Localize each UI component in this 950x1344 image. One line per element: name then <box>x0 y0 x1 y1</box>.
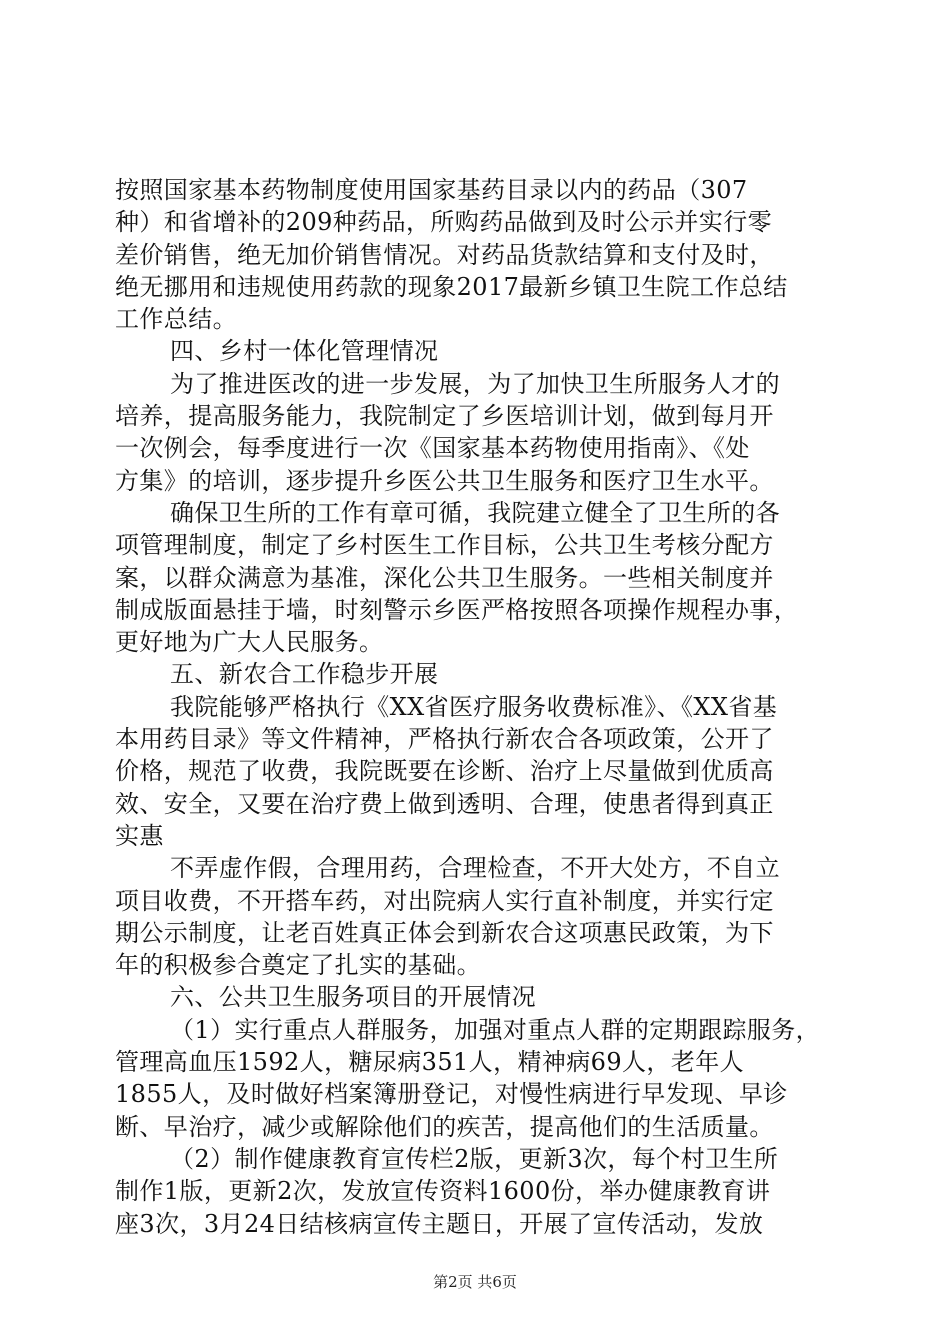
text-line: 实惠 <box>115 821 164 850</box>
text-line: 管理高血压1592人，糖尿病351人，精神病69人，老年人 <box>115 1048 745 1077</box>
text-line: 年的积极参合奠定了扎实的基础。 <box>115 951 481 980</box>
text-line: 我院能够严格执行《XX省医疗服务收费标准》、《XX省基 <box>170 692 778 721</box>
text-line: 六、公共卫生服务项目的开展情况 <box>170 983 536 1012</box>
text-line: 座3次，3月24日结核病宣传主题日，开展了宣传活动，发放 <box>115 1209 764 1238</box>
text-line: 制作1版，更新2次，发放宣传资料1600份，举办健康教育讲 <box>115 1177 771 1206</box>
text-line: 为了推进医改的进一步发展，为了加快卫生所服务人才的 <box>170 369 780 398</box>
text-line: （1）实行重点人群服务，加强对重点人群的定期跟踪服务， <box>170 1015 821 1044</box>
document-body <box>115 174 840 1240</box>
text-line: 1855人，及时做好档案簿册登记，对慢性病进行早发现、早诊 <box>115 1080 788 1109</box>
text-line: 按照国家基本药物制度使用国家基药目录以内的药品（307 <box>115 176 748 204</box>
text-line: 本用药目录》等文件精神，严格执行新农合各项政策，公开了 <box>115 725 774 754</box>
text-line: 培养，提高服务能力，我院制定了乡医培训计划，做到每月开 <box>115 402 774 431</box>
text-line: 制成版面悬挂于墙，时刻警示乡医严格按照各项操作规程办事， <box>115 595 799 624</box>
page-number: 第2页 共6页 <box>433 1273 517 1291</box>
text-line: 项目收费，不开搭车药，对出院病人实行直补制度，并实行定 <box>115 886 774 915</box>
text-line: 一次例会，每季度进行一次《国家基本药物使用指南》、《处 <box>115 434 750 463</box>
text-line: 案，以群众满意为基准，深化公共卫生服务。一些相关制度并 <box>115 563 774 592</box>
text-line: 断、早治疗，减少或解除他们的疾苦，提高他们的生活质量。 <box>115 1112 774 1141</box>
text-line: 确保卫生所的工作有章可循，我院建立健全了卫生所的各 <box>170 498 780 527</box>
text-line: 不弄虚作假，合理用药，合理检查，不开大处方，不自立 <box>170 854 780 883</box>
text-line: 更好地为广大人民服务。 <box>115 628 384 657</box>
text-line: 工作总结。 <box>115 305 237 334</box>
text-line: 四、乡村一体化管理情况 <box>170 337 439 366</box>
text-line: 期公示制度，让老百姓真正体会到新农合这项惠民政策，为下 <box>115 918 774 947</box>
text-line: 差价销售，绝无加价销售情况。对药品货款结算和支付及时， <box>115 240 774 269</box>
text-line: 价格，规范了收费，我院既要在诊断、治疗上尽量做到优质高 <box>115 757 774 786</box>
text-line: 效、安全，又要在治疗费上做到透明、合理，使患者得到真正 <box>115 789 774 818</box>
text-line: 项管理制度，制定了乡村医生工作目标，公共卫生考核分配方 <box>115 531 774 560</box>
text-line: 方集》的培训，逐步提升乡医公共卫生服务和医疗卫生水平。 <box>115 466 774 495</box>
text-line: 五、新农合工作稳步开展 <box>170 660 439 689</box>
text-line: （2）制作健康教育宣传栏2版，更新3次，每个村卫生所 <box>170 1144 779 1173</box>
text-line: 绝无挪用和违规使用药款的现象2017最新乡镇卫生院工作总结 <box>115 272 788 301</box>
text-line: 种）和省增补的209种药品，所购药品做到及时公示并实行零 <box>115 208 773 237</box>
